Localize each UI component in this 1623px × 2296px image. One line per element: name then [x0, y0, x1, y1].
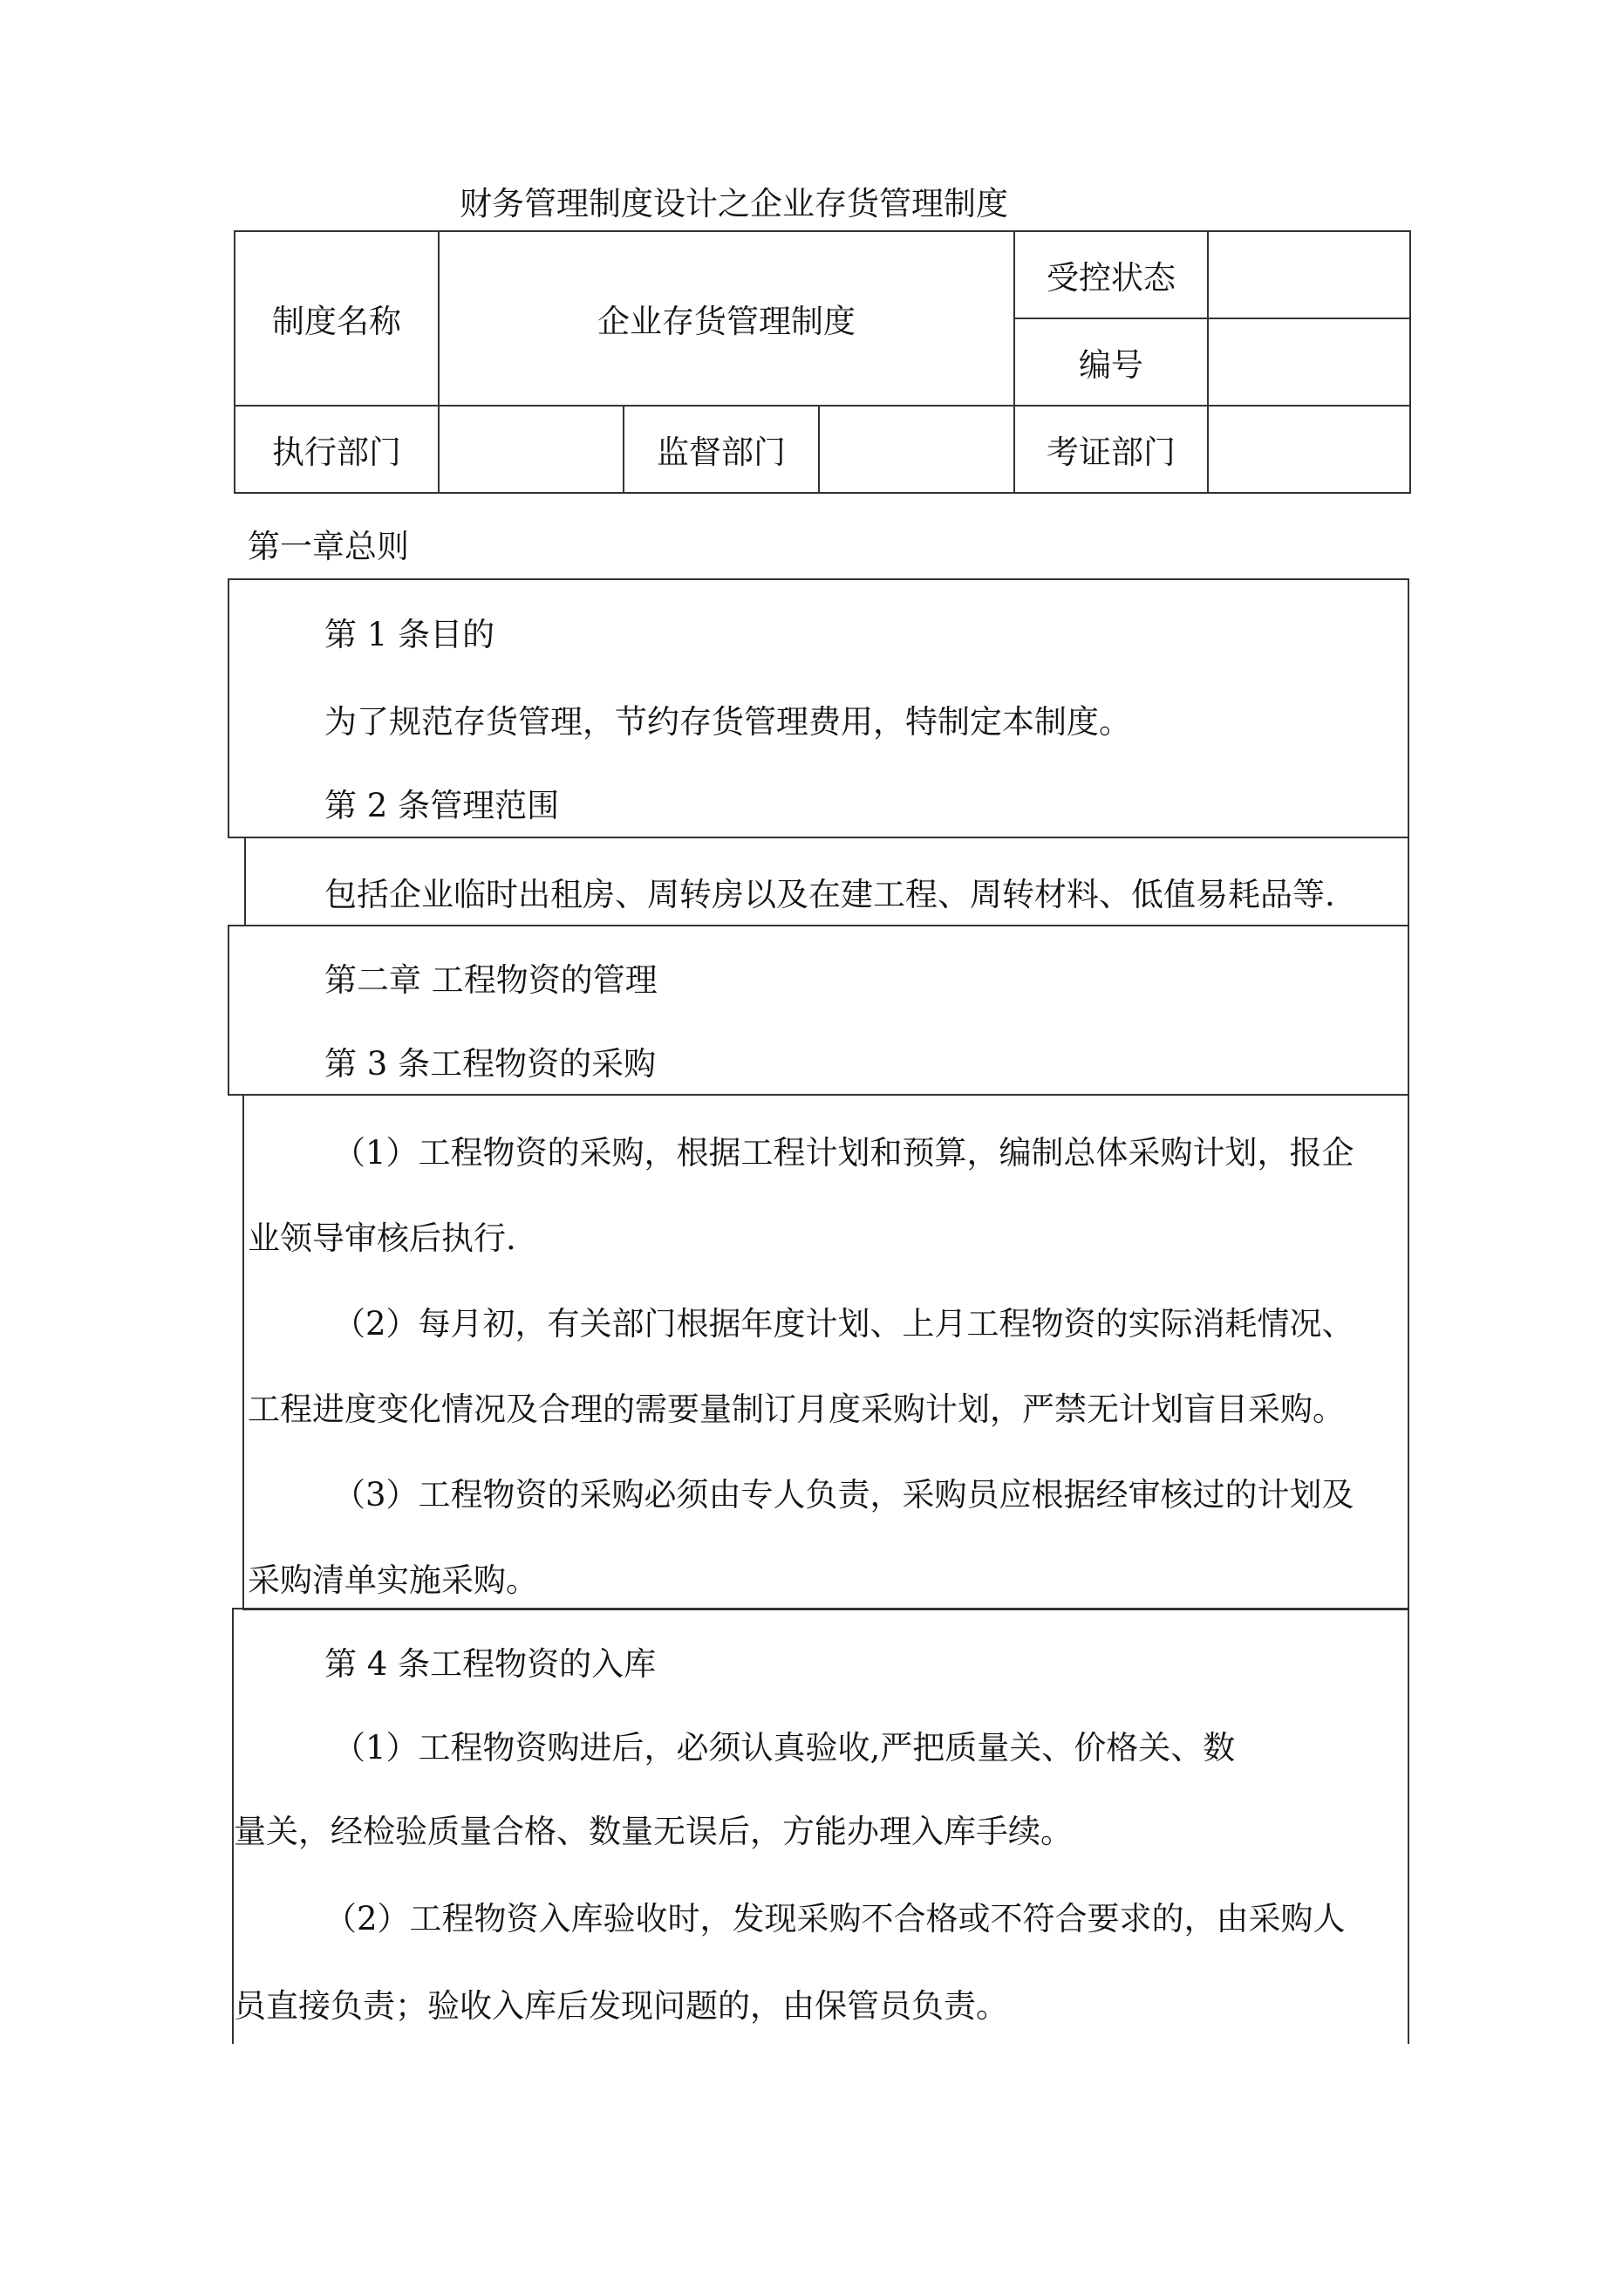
- exec-value-cell: [439, 406, 624, 493]
- content-frame-5-top: [232, 1608, 1409, 1609]
- article4-item1-line2: 量关，经检验质量合格、数量无误后，方能办理入库手续。: [234, 1813, 1073, 1850]
- article3-item3-line1: （3）工程物资的采购必须由专人负责，采购员应根据经审核过的计划及: [333, 1476, 1354, 1514]
- chapter1-heading: 第一章总则: [248, 528, 409, 565]
- article1-title: 第 1 条目的: [324, 616, 495, 653]
- name-label-cell: 制度名称: [235, 231, 439, 406]
- article1-text: 为了规范存货管理，节约存货管理费用，特制定本制度。: [324, 703, 1131, 741]
- document-title: 财务管理制度设计之企业存货管理制度: [460, 185, 1008, 222]
- status-value-cell: [1208, 231, 1410, 318]
- number-value-cell: [1208, 318, 1410, 406]
- article3-title: 第 3 条工程物资的采购: [324, 1045, 657, 1083]
- article4-title: 第 4 条工程物资的入库: [324, 1645, 657, 1683]
- article3-item2-line2: 工程进度变化情况及合理的需要量制订月度采购计划，严禁无计划盲目采购。: [248, 1391, 1345, 1428]
- status-label-cell: 受控状态: [1014, 231, 1208, 318]
- number-label-cell: 编号: [1014, 318, 1208, 406]
- article3-item1-line2: 业领导审核后执行.: [248, 1220, 516, 1257]
- name-value-cell: 企业存货管理制度: [439, 231, 1014, 406]
- info-table: [234, 230, 1411, 494]
- article4-item1-line1: （1）工程物资购进后，必须认真验收,严把质量关、价格关、数: [333, 1729, 1236, 1766]
- content-frame-5-right: [1408, 1608, 1409, 2044]
- article3-item3-line2: 采购清单实施采购。: [248, 1561, 538, 1599]
- article2-text: 包括企业临时出租房、周转房以及在建工程、周转材料、低值易耗品等.: [324, 876, 1335, 913]
- audit-label-cell: 考证部门: [1014, 406, 1208, 493]
- article3-item2-line1: （2）每月初，有关部门根据年度计划、上月工程物资的实际消耗情况、: [333, 1305, 1354, 1343]
- audit-value-cell: [1208, 406, 1410, 493]
- article2-title: 第 2 条管理范围: [324, 787, 560, 824]
- article3-item1-line1: （1）工程物资的采购，根据工程计划和预算，编制总体采购计划，报企: [333, 1134, 1354, 1172]
- chapter2-heading: 第二章 工程物资的管理: [324, 961, 658, 999]
- article4-item2-line2: 员直接负责；验收入库后发现问题的，由保管员负责。: [234, 1987, 1008, 2025]
- exec-label-cell: 执行部门: [235, 406, 439, 493]
- article4-item2-line1: （2）工程物资入库验收时，发现采购不合格或不符合要求的，由采购人: [324, 1900, 1346, 1937]
- supervise-value-cell: [819, 406, 1014, 493]
- supervise-label-cell: 监督部门: [624, 406, 819, 493]
